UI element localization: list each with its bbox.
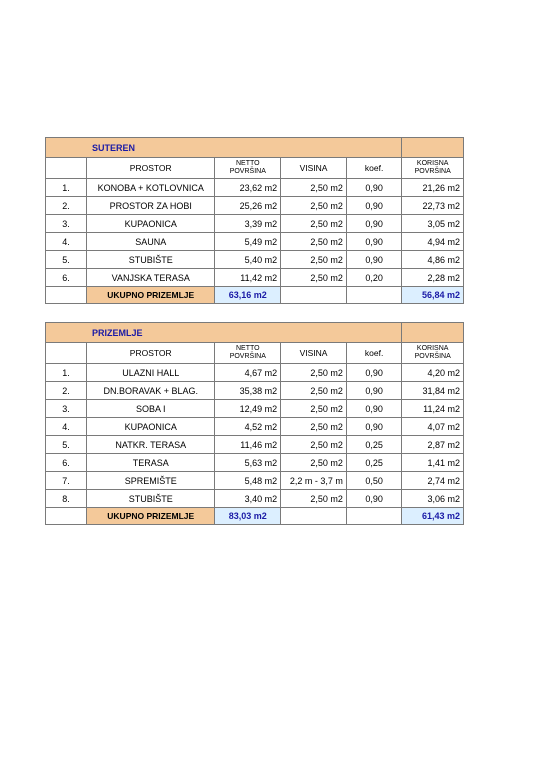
room-name: PROSTOR ZA HOBI: [87, 197, 215, 215]
table-row: [46, 197, 464, 215]
netto-area: 5,49 m2: [215, 233, 281, 251]
usable-area: 2,74 m2: [402, 472, 464, 490]
room-name: VANJSKA TERASA: [87, 269, 215, 287]
table-row: [46, 215, 464, 233]
coefficient: 0,90: [346, 490, 402, 508]
prizemlje-area-table: [45, 322, 464, 525]
title-filler-cell: [402, 138, 464, 158]
table-title-row: [46, 138, 464, 158]
header-koef: koef.: [346, 158, 402, 179]
header-row: [46, 343, 464, 364]
row-number: 5.: [46, 251, 87, 269]
netto-area: 5,48 m2: [215, 472, 281, 490]
usable-area: 3,06 m2: [402, 490, 464, 508]
table-row: [46, 454, 464, 472]
row-number: 8.: [46, 490, 87, 508]
room-name: KUPAONICA: [87, 215, 215, 233]
height-value: 2,50 m2: [281, 400, 347, 418]
height-value: 2,50 m2: [281, 269, 347, 287]
height-value: 2,50 m2: [281, 215, 347, 233]
coefficient: 0,90: [346, 400, 402, 418]
coefficient: 0,25: [346, 454, 402, 472]
table-row: [46, 251, 464, 269]
room-name: DN.BORAVAK + BLAG.: [87, 382, 215, 400]
row-number: 4.: [46, 418, 87, 436]
total-row: [46, 508, 464, 525]
netto-area: 12,49 m2: [215, 400, 281, 418]
total-netto: 83,03 m2: [215, 508, 281, 525]
coefficient: 0,90: [346, 179, 402, 197]
height-value: 2,50 m2: [281, 436, 347, 454]
header-koef: koef.: [346, 343, 402, 364]
netto-area: 11,46 m2: [215, 436, 281, 454]
room-name: KONOBA + KOTLOVNICA: [87, 179, 215, 197]
row-number: 3.: [46, 215, 87, 233]
total-empty-cell: [46, 287, 87, 304]
coefficient: 0,90: [346, 418, 402, 436]
usable-area: 4,07 m2: [402, 418, 464, 436]
room-name: ULAZNI HALL: [87, 364, 215, 382]
table-row: [46, 269, 464, 287]
room-name: SAUNA: [87, 233, 215, 251]
coefficient: 0,90: [346, 215, 402, 233]
row-number: 2.: [46, 382, 87, 400]
room-name: KUPAONICA: [87, 418, 215, 436]
usable-area: 3,05 m2: [402, 215, 464, 233]
height-value: 2,50 m2: [281, 233, 347, 251]
room-name: STUBIŠTE: [87, 251, 215, 269]
table-row: [46, 364, 464, 382]
total-korisna: 61,43 m2: [402, 508, 464, 525]
coefficient: 0,90: [346, 382, 402, 400]
height-value: 2,50 m2: [281, 364, 347, 382]
height-value: 2,50 m2: [281, 197, 347, 215]
coefficient: 0,90: [346, 364, 402, 382]
usable-area: 2,28 m2: [402, 269, 464, 287]
table-row: [46, 233, 464, 251]
room-name: SPREMIŠTE: [87, 472, 215, 490]
table-row: [46, 382, 464, 400]
height-value: 2,50 m2: [281, 179, 347, 197]
netto-area: 25,26 m2: [215, 197, 281, 215]
usable-area: 4,20 m2: [402, 364, 464, 382]
header-netto: NETTO POVRŠINA: [215, 158, 281, 179]
coefficient: 0,20: [346, 269, 402, 287]
height-value: 2,50 m2: [281, 490, 347, 508]
height-value: 2,50 m2: [281, 454, 347, 472]
header-num: [46, 158, 87, 179]
row-number: 3.: [46, 400, 87, 418]
total-netto: 63,16 m2: [215, 287, 281, 304]
room-name: SOBA I: [87, 400, 215, 418]
table-title: PRIZEMLJE: [46, 323, 402, 343]
table-title-row: [46, 323, 464, 343]
netto-area: 23,62 m2: [215, 179, 281, 197]
header-prostor: PROSTOR: [87, 343, 215, 364]
row-number: 1.: [46, 179, 87, 197]
netto-area: 35,38 m2: [215, 382, 281, 400]
usable-area: 21,26 m2: [402, 179, 464, 197]
coefficient: 0,25: [346, 436, 402, 454]
netto-area: 4,52 m2: [215, 418, 281, 436]
total-label: UKUPNO PRIZEMLJE: [87, 508, 215, 525]
usable-area: 4,94 m2: [402, 233, 464, 251]
row-number: 6.: [46, 454, 87, 472]
coefficient: 0,50: [346, 472, 402, 490]
header-visina: VISINA: [281, 158, 347, 179]
coefficient: 0,90: [346, 197, 402, 215]
row-number: 4.: [46, 233, 87, 251]
usable-area: 1,41 m2: [402, 454, 464, 472]
coefficient: 0,90: [346, 251, 402, 269]
table-row: [46, 179, 464, 197]
total-empty-cell: [281, 508, 347, 525]
netto-area: 11,42 m2: [215, 269, 281, 287]
netto-area: 5,63 m2: [215, 454, 281, 472]
header-korisna: KORISNA POVRŠINA: [402, 343, 464, 364]
netto-area: 5,40 m2: [215, 251, 281, 269]
header-row: [46, 158, 464, 179]
coefficient: 0,90: [346, 233, 402, 251]
total-row: [46, 287, 464, 304]
usable-area: 2,87 m2: [402, 436, 464, 454]
netto-area: 3,39 m2: [215, 215, 281, 233]
header-netto: NETTO POVRŠINA: [215, 343, 281, 364]
height-value: 2,50 m2: [281, 382, 347, 400]
suteren-area-table: [45, 137, 464, 304]
total-label: UKUPNO PRIZEMLJE: [87, 287, 215, 304]
total-empty-cell: [346, 508, 402, 525]
row-number: 6.: [46, 269, 87, 287]
table-row: [46, 436, 464, 454]
table-row: [46, 490, 464, 508]
row-number: 2.: [46, 197, 87, 215]
row-number: 5.: [46, 436, 87, 454]
height-value: 2,50 m2: [281, 251, 347, 269]
height-value: 2,50 m2: [281, 418, 347, 436]
header-prostor: PROSTOR: [87, 158, 215, 179]
row-number: 7.: [46, 472, 87, 490]
netto-area: 3,40 m2: [215, 490, 281, 508]
height-value: 2,2 m - 3,7 m: [281, 472, 347, 490]
table-row: [46, 418, 464, 436]
usable-area: 11,24 m2: [402, 400, 464, 418]
usable-area: 22,73 m2: [402, 197, 464, 215]
total-korisna: 56,84 m2: [402, 287, 464, 304]
room-name: TERASA: [87, 454, 215, 472]
total-empty-cell: [346, 287, 402, 304]
room-name: STUBIŠTE: [87, 490, 215, 508]
usable-area: 4,86 m2: [402, 251, 464, 269]
header-num: [46, 343, 87, 364]
header-korisna: KORISNA POVRŠINA: [402, 158, 464, 179]
usable-area: 31,84 m2: [402, 382, 464, 400]
total-empty-cell: [46, 508, 87, 525]
header-visina: VISINA: [281, 343, 347, 364]
netto-area: 4,67 m2: [215, 364, 281, 382]
table-row: [46, 472, 464, 490]
room-name: NATKR. TERASA: [87, 436, 215, 454]
row-number: 1.: [46, 364, 87, 382]
table-row: [46, 400, 464, 418]
table-title: SUTEREN: [46, 138, 402, 158]
total-empty-cell: [281, 287, 347, 304]
title-filler-cell: [402, 323, 464, 343]
